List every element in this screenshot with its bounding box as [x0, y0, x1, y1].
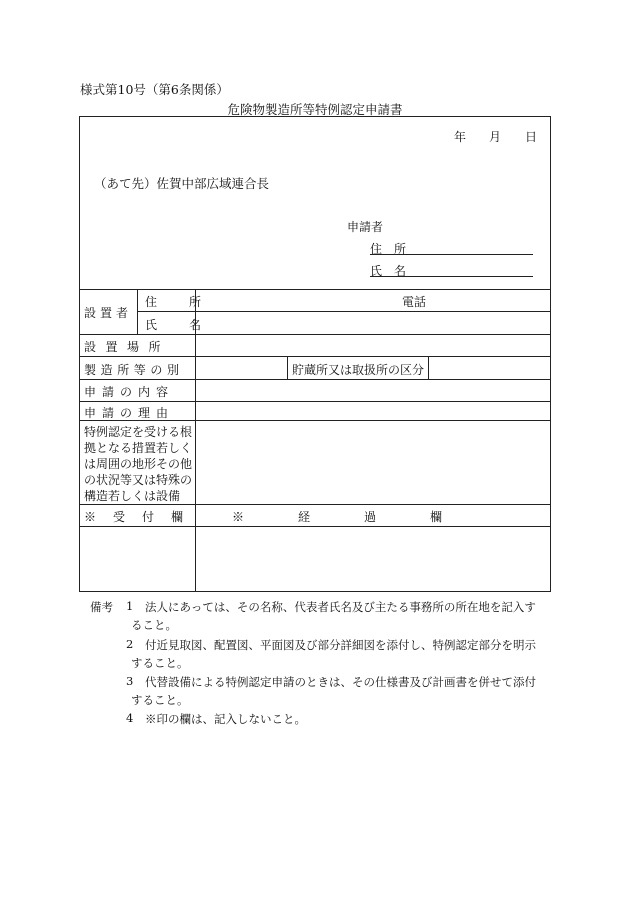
reception-box[interactable]: [80, 527, 194, 591]
progress-box[interactable]: [196, 527, 550, 591]
note-number: 2: [126, 637, 134, 651]
storage-handling-class-field[interactable]: [431, 357, 549, 378]
installer-label: 設置者: [84, 306, 133, 320]
application-content-label: 申請の内容: [84, 385, 175, 399]
date-day: 日: [525, 130, 538, 144]
form-number: 様式第10号（第6条関係）: [80, 82, 229, 97]
addressee: （あて先）佐賀中部広域連合長: [94, 176, 270, 191]
note-number: 3: [126, 674, 134, 688]
note-text: ※印の欄は、記入しないこと。: [145, 712, 306, 726]
application-reason-field[interactable]: [198, 402, 548, 419]
installer-name-field[interactable]: [198, 312, 548, 333]
installer-name-label: 氏 名: [145, 318, 212, 332]
installer-address-field[interactable]: [198, 290, 548, 310]
location-label: 設置場所: [84, 340, 171, 354]
basis-line: 拠となる措置若しく: [84, 441, 193, 455]
phone-label: 電話: [402, 295, 427, 309]
notes-label: 備考: [90, 600, 113, 614]
date-month: 月: [489, 130, 502, 144]
note-text: すること。: [131, 656, 189, 670]
progress-label: ※経過欄: [232, 510, 497, 524]
installer-address-label: 住 所: [145, 295, 212, 309]
basis-line: の状況等又は特殊の: [84, 473, 193, 487]
basis-line: は周囲の地形その他: [84, 457, 193, 471]
note-text: 付近見取図、配置図、平面図及び部分詳細図を添付し、特例認定部分を明示: [145, 638, 536, 652]
facility-type-label: 製造所等の別: [84, 363, 184, 377]
facility-type-field[interactable]: [198, 357, 285, 378]
date-year: 年: [454, 130, 467, 144]
application-reason-label: 申請の理由: [84, 406, 175, 420]
note-number: 1: [126, 599, 134, 613]
applicant-address-label: 住 所: [370, 242, 407, 256]
basis-line: 構造若しくは設備: [84, 489, 181, 503]
note-text: 代替設備による特例認定申請のときは、その仕様書及び計画書を併せて添付: [145, 675, 536, 689]
applicant-heading: 申請者: [347, 220, 384, 234]
col-divider: [428, 356, 429, 379]
document-title: 危険物製造所等特例認定申請書: [227, 102, 403, 117]
col-divider: [137, 289, 138, 334]
col-divider: [287, 356, 288, 379]
applicant-name-line[interactable]: [370, 276, 533, 277]
note-text: ること。: [131, 618, 177, 632]
basis-label: [84, 424, 192, 504]
note-text: 法人にあっては、その名称、代表者氏名及び主たる事務所の所在地を記入す: [145, 600, 536, 614]
storage-handling-class-label: 貯蔵所又は取扱所の区分: [292, 363, 425, 377]
location-field[interactable]: [198, 335, 548, 355]
applicant-address-line[interactable]: [370, 254, 533, 255]
basis-field[interactable]: [198, 421, 548, 503]
reception-label: ※受付欄: [84, 510, 201, 524]
note-number: 4: [126, 711, 134, 725]
applicant-name-label: 氏 名: [370, 264, 407, 278]
basis-line: 特例認定を受ける根: [84, 425, 193, 439]
application-content-field[interactable]: [198, 380, 548, 400]
row-divider: [79, 504, 551, 505]
note-text: すること。: [131, 693, 189, 707]
